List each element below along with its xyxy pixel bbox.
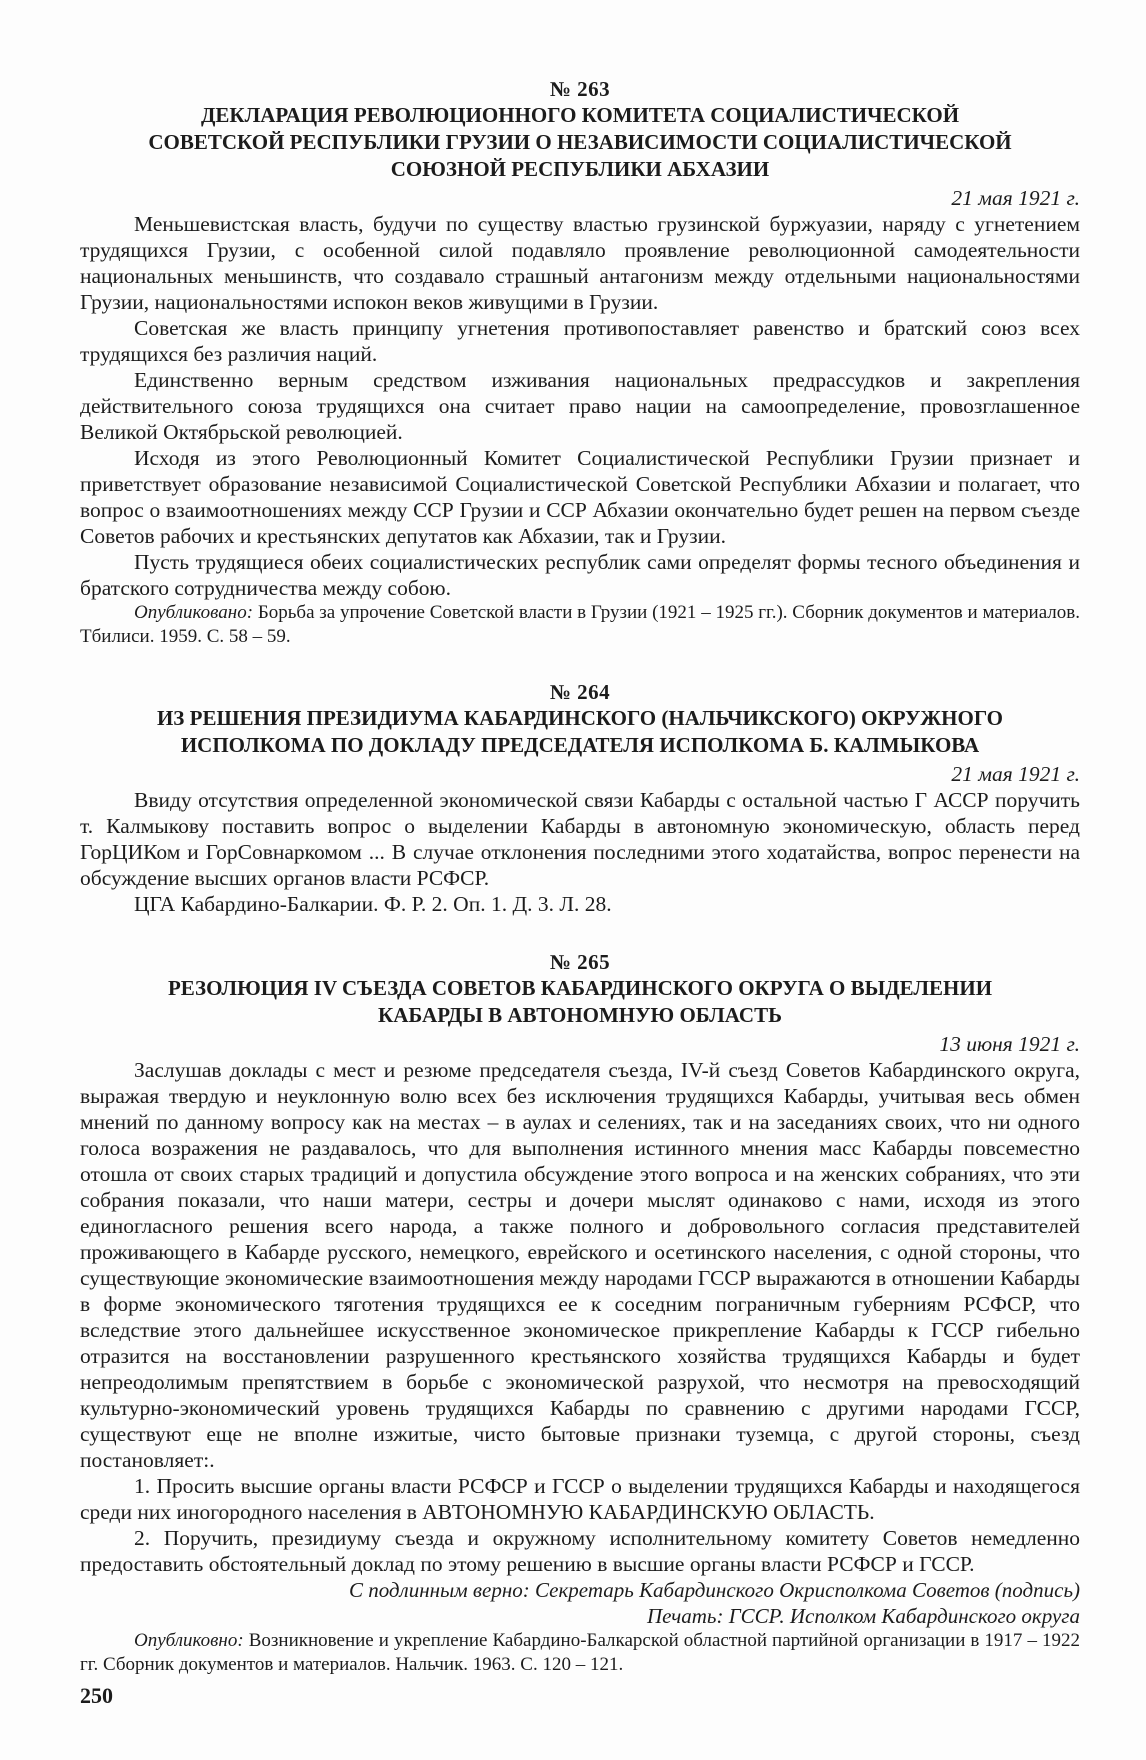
- document-number: № 263: [549, 77, 611, 101]
- section-spacer: [80, 649, 1080, 679]
- section-spacer: [80, 917, 1080, 949]
- paragraph: 1. Просить высшие органы власти РСФСР и ГССР о выделении трудящихся Кабарды и находящегося среди них иногородного населения в АВТОНОМНУЮ КАБАРДИНСКУЮ ОБЛАСТЬ.: [80, 1474, 1080, 1524]
- source-text: Борьба за упрочение Советской власти в Грузии (1921 – 1925 гг.). Сборник документов и материалов. Тбилиси. 1959. С. 58 – 59.: [80, 602, 1081, 647]
- paragraph: Пусть трудящиеся обеих социалистических республик сами определят формы тесного объединения и братского сотрудничества между собою.: [80, 550, 1080, 600]
- source-note: [80, 601, 1080, 649]
- document-date: 21 мая 1921 г.: [951, 762, 1080, 786]
- document-date: 13 июня 1921 г.: [939, 1032, 1080, 1056]
- source-label: Опубликовано:: [134, 602, 254, 623]
- page-text-column: [80, 76, 1080, 1677]
- attestation-line: Печать: ГССР. Исполком Кабардинского округа: [647, 1604, 1080, 1628]
- document-title: РЕЗОЛЮЦИЯ IV СЪЕЗДА СОВЕТОВ КАБАРДИНСКОГО ОКРУГА О ВЫДЕЛЕНИИ КАБАРДЫ В АВТОНОМНУЮ ОБЛАСТЬ: [167, 976, 993, 1027]
- document-number: № 264: [549, 680, 611, 704]
- source-note: [80, 1629, 1080, 1677]
- paragraph: Заслушав доклады с мест и резюме председателя съезда, IV-й съезд Советов Кабардинского округа, выражая твердую и неуклонную волю всех без исключения трудящихся Кабарды, учитывая весь обмен мнений по данному вопросу как на местах – в аулах и селениях, так и на заседаниях своих, что ни одного голоса возражения не раздавалось, что для выполнения истинного мнения масс Кабарды повсеместно отошла от своих старых традиций и допустила обсуждение этого вопроса и на женских собраниях, что эти собрания показали, что наши матери, сестры и дочери мыслят одинаково с нами, исходя из этого единогласного решения всего народа, а также полного и добровольного согласия представителей проживающего в Кабарде русского, немецкого, еврейского и осетинского населения, с одной стороны, что существующие экономические взаимоотношения между народами ГССР выражаются в отношении Кабарды в форме экономического тяготения трудящихся ее к соседним пограничным губерниям РСФСР, что вследствие этого дальнейшее искусственное экономическое прикрепление Кабарды к ГССР гибельно отразится на восстановлении разрушенного крестьянского хозяйства трудящихся Кабарды и будет непреодолимым препятствием в борьбе с экономической разрухой, что несмотря на превосходящий культурно-экономический уровень трудящихся Кабарды по сравнению с другими народами ГССР, существуют еще не вполне изжитые, чисто бытовые признаки туземца, с другой стороны, съезд постановляет:.: [80, 1058, 1080, 1472]
- paragraph: Исходя из этого Революционный Комитет Социалистической Республики Грузии признает и приветствует образование независимой Социалистической Советской Республики Абхазии и полагает, что вопрос о взаимоотношениях между ССР Грузии и ССР Абхазии окончательно будет решен на первом съезде Советов рабочих и крестьянских депутатов как Абхазии, так и Грузии.: [80, 446, 1080, 548]
- document-title: ИЗ РЕШЕНИЯ ПРЕЗИДИУМА КАБАРДИНСКОГО (НАЛЬЧИКСКОГО) ОКРУЖНОГО ИСПОЛКОМА ПО ДОКЛАДУ ПРЕДСЕДАТЕЛЯ ИСПОЛКОМА Б. КАЛМЫКОВА: [156, 706, 1004, 757]
- page-number: 250: [80, 1683, 113, 1708]
- paragraph: Меньшевистская власть, будучи по существу властью грузинской буржуазии, наряду с угнетением трудящихся Грузии, с особенной силой подавляло проявление революционной самодеятельности национальных меньшинств, что создавало страшный антагонизм между отдельными национальностями Грузии, национальностями испокон веков живущими в Грузии.: [80, 212, 1080, 314]
- paragraph: Советская же власть принципу угнетения противопоставляет равенство и братский союз всех трудящихся без различия наций.: [80, 316, 1080, 366]
- document-264: [80, 679, 1080, 917]
- paragraph: Единственно верным средством изживания национальных предрассудков и закрепления действительного союза трудящихся она считает право нации на самоопределение, провозглашенное Великой Октябрьской революцией.: [80, 368, 1080, 444]
- attestation-line: С подлинным верно: Секретарь Кабардинского Окрисполкома Советов (подпись): [348, 1578, 1080, 1602]
- document-265: [80, 949, 1080, 1677]
- paragraph: 2. Поручить, президиуму съезда и окружному исполнительному комитету Советов немедленно предоставить обстоятельный доклад по этому решению в высшие органы власти РСФСР и ГССР.: [80, 1526, 1080, 1576]
- document-date: 21 мая 1921 г.: [951, 186, 1080, 210]
- document-number: № 265: [549, 950, 611, 974]
- archive-reference: ЦГА Кабардино-Балкарии. Ф. Р. 2. Оп. 1. Д. 3. Л. 28.: [134, 892, 612, 916]
- source-text: Возникновение и укрепление Кабардино-Балкарской областной партийной организации в 1917 – 1922 гг. Сборник документов и материалов. Нальчик. 1963. С. 120 – 121.: [80, 1630, 1081, 1675]
- document-263: [80, 76, 1080, 649]
- paragraph: Ввиду отсутствия определенной экономической связи Кабарды с остальной частью Г АССР поручить т. Калмыкову поставить вопрос о выделении Кабарды в автономную экономическую, область перед ГорЦИКом и ГорСовнаркомом ... В случае отклонения последними этого ходатайства, вопрос перенести на обсуждение высших органов власти РСФСР.: [80, 788, 1080, 890]
- document-title: ДЕКЛАРАЦИЯ РЕВОЛЮЦИОННОГО КОМИТЕТА СОЦИАЛИСТИЧЕСКОЙ СОВЕТСКОЙ РЕСПУБЛИКИ ГРУЗИИ О НЕЗАВИСИМОСТИ СОЦИАЛИСТИЧЕСКОЙ СОЮЗНОЙ РЕСПУБЛИКИ АБХАЗИИ: [148, 103, 1012, 181]
- source-label: Опубликовно:: [134, 1630, 244, 1651]
